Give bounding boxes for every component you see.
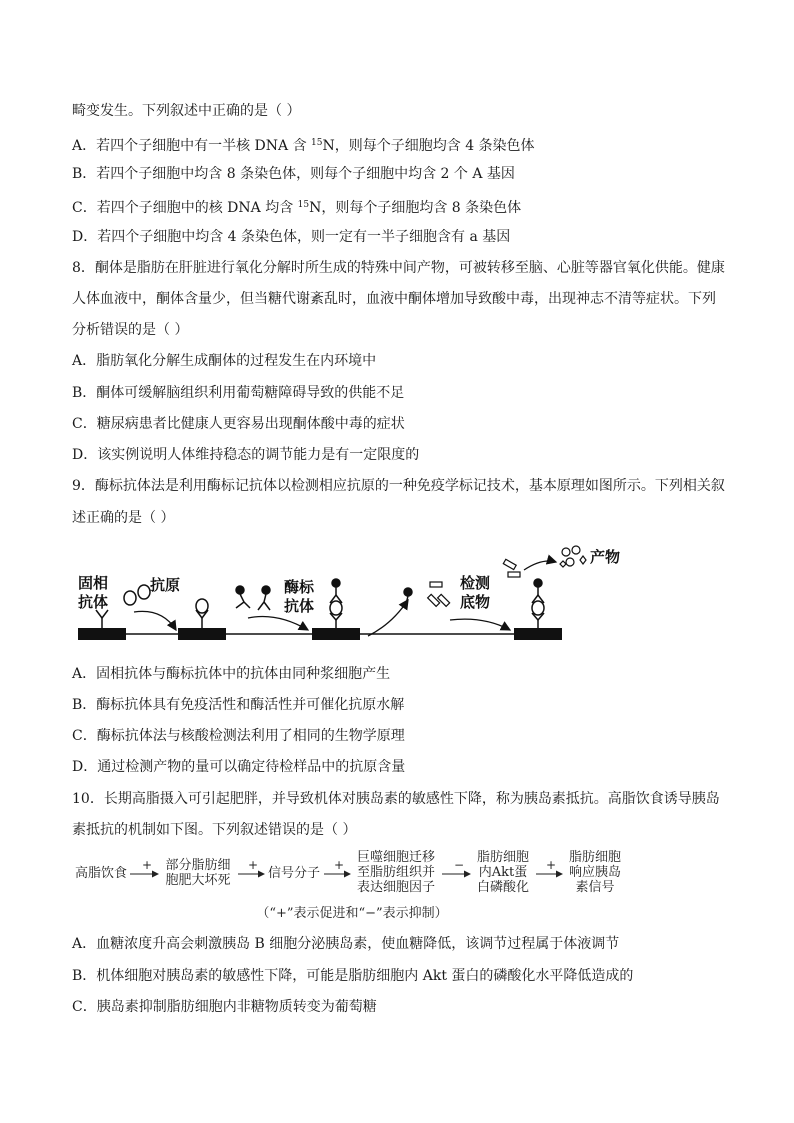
arrow: [524, 561, 556, 570]
arrow: [450, 619, 510, 630]
solid-plate: [78, 628, 126, 640]
node-line: 脂肪细胞: [568, 850, 621, 865]
sign-promote: +: [142, 858, 153, 872]
node-line: 胞肥大坏死: [165, 873, 231, 888]
label-substrate: 底物: [460, 593, 491, 611]
substrate-icon: [428, 582, 450, 606]
q7-option-b: B．若四个子细胞中均含 8 条染色体，则每个子细胞中均含 2 个 A 基因: [72, 166, 515, 182]
q8-stem-line-2: 人体血液中，酮体含量少，但当糖代谢紊乱时，血液中酮体增加导致酸中毒，出现神志不清等症状。下列: [72, 291, 716, 307]
isotope-superscript: 15: [311, 138, 323, 148]
q9-option-a: A．固相抗体与酶标抗体中的抗体由同种浆细胞产生: [72, 666, 391, 682]
q8-stem-line-3: 分析错误的是（ ）: [72, 322, 189, 338]
label-antibody-2: 抗体: [284, 597, 315, 615]
node-adipocyte-necrosis: [158, 858, 238, 888]
q9-option-d: D．通过检测产物的量可以确定待检样品中的抗原含量: [72, 759, 406, 775]
node-high-fat-diet: 高脂饮食: [74, 866, 127, 881]
node-akt-phosphorylation: [470, 850, 536, 895]
node-line: 表达细胞因子: [356, 880, 435, 895]
solid-phase-antibody: [96, 610, 108, 628]
q7-a-text-post: N，则每个子细胞均含 4 条染色体: [322, 138, 535, 154]
label-antigen: 抗原: [150, 576, 181, 594]
insulin-resistance-flowchart: [72, 846, 672, 926]
q8-option-c: C．糖尿病患者比健康人更容易出现酮体酸中毒的症状: [72, 416, 405, 432]
q7-c-text-post: N，则每个子细胞均含 8 条染色体: [309, 200, 522, 216]
node-line: 脂肪细胞: [476, 850, 529, 865]
label-enzyme-labelled: 酶标: [284, 578, 315, 596]
q9-stem-line-1: 9．酶标抗体法是利用酶标记抗体以检测相应抗原的一种免疫学标记技术，基本原理如图所示。下列相关叙: [72, 478, 725, 494]
sign-inhibit: −: [454, 858, 465, 872]
q10-stem-line-1: 10．长期高脂摄入可引起肥胖，并导致机体对胰岛素的敏感性下降，称为胰岛素抵抗。高脂饮食诱导胰岛: [72, 791, 720, 807]
label-detection: 检测: [460, 574, 491, 592]
solid-plate: [312, 628, 360, 640]
label-antibody: 抗体: [78, 593, 109, 611]
arrow: [248, 617, 308, 631]
q10-stem-line-2: 素抵抗的机制如下图。下列叙述错误的是（ ）: [72, 822, 357, 838]
node-line: 白磷酸化: [476, 880, 529, 895]
solid-plate: [514, 628, 562, 640]
product-icon: [560, 546, 586, 567]
label-solid-phase: 固相: [78, 574, 109, 592]
node-insulin-response: [562, 850, 628, 895]
q9-option-c: C．酶标抗体法与核酸检测法利用了相同的生物学原理: [72, 728, 405, 744]
q8-option-d: D．该实例说明人体维持稳态的调节能力是有一定限度的: [72, 447, 420, 463]
label-product: 产物: [590, 548, 621, 566]
q10-option-a: A．血糖浓度升高会刺激胰岛 B 细胞分泌胰岛素，使血糖降低，该调节过程属于体液调节: [72, 936, 620, 952]
substrate-on-enzyme: [503, 559, 520, 577]
node-signal-molecule: 信号分子: [267, 866, 320, 881]
q7-stem-tail: 畸变发生。下列叙述中正确的是（ ）: [72, 103, 301, 119]
q8-stem-line-1: 8．酮体是脂肪在肝脏进行氧化分解时所生成的特殊中间产物，可被转移至脑、心脏等器官氧化供能。健康: [72, 260, 725, 276]
solid-plate: [178, 628, 226, 640]
q7-c-text-pre: C．若四个子细胞中的核 DNA 均含: [72, 200, 298, 216]
q10-option-c: C．胰岛素抑制脂肪细胞内非糖物质转变为葡萄糖: [72, 999, 377, 1015]
elisa-diagram: [72, 540, 632, 652]
q10-option-b: B．机体细胞对胰岛素的敏感性下降，可能是脂肪细胞内 Akt 蛋白的磷酸化水平降低造成的: [72, 968, 634, 984]
q7-a-text-pre: A．若四个子细胞中有一半核 DNA 含: [72, 138, 312, 154]
q8-option-b: B．酮体可缓解脑组织利用葡萄糖障碍导致的供能不足: [72, 385, 405, 401]
q7-option-c: [72, 195, 521, 218]
flowchart-legend-note: （“+”表示促进和“−”表示抑制）: [256, 906, 448, 921]
arrow: [368, 600, 408, 636]
node-line: 部分脂肪细: [165, 858, 231, 873]
elisa-diagram-graphic: [72, 540, 632, 652]
node-line: 内Akt蛋: [478, 865, 528, 880]
detection-complex: [532, 579, 544, 628]
q8-option-a: A．脂肪氧化分解生成酮体的过程发生在内环境中: [72, 353, 377, 369]
antibody-antigen-complex: [196, 599, 208, 628]
q7-option-d: D．若四个子细胞中均含 4 条染色体，则一定有一半子细胞含有 a 基因: [72, 229, 511, 245]
sign-promote: +: [248, 858, 259, 872]
node-line: 素信号: [575, 880, 615, 895]
enzyme-labelled-antibody-icon: [236, 586, 270, 610]
arrow: [134, 611, 176, 630]
q7-option-a: [72, 133, 535, 156]
sandwich-complex: [330, 579, 342, 628]
node-line: 至脂肪组织并: [356, 865, 435, 880]
isotope-superscript: 15: [297, 200, 310, 210]
node-line: 响应胰岛: [568, 865, 621, 880]
antigen-icon: [124, 585, 150, 605]
node-macrophage-migration: [350, 850, 442, 895]
sign-promote: +: [546, 858, 557, 872]
q9-stem-line-2: 述正确的是（ ）: [72, 510, 175, 526]
node-line: 巨噬细胞迁移: [356, 850, 435, 865]
unbound-enzyme-antibody: [404, 588, 412, 604]
q9-option-b: B．酶标抗体具有免疫活性和酶活性并可催化抗原水解: [72, 697, 405, 713]
sign-promote: +: [334, 858, 345, 872]
